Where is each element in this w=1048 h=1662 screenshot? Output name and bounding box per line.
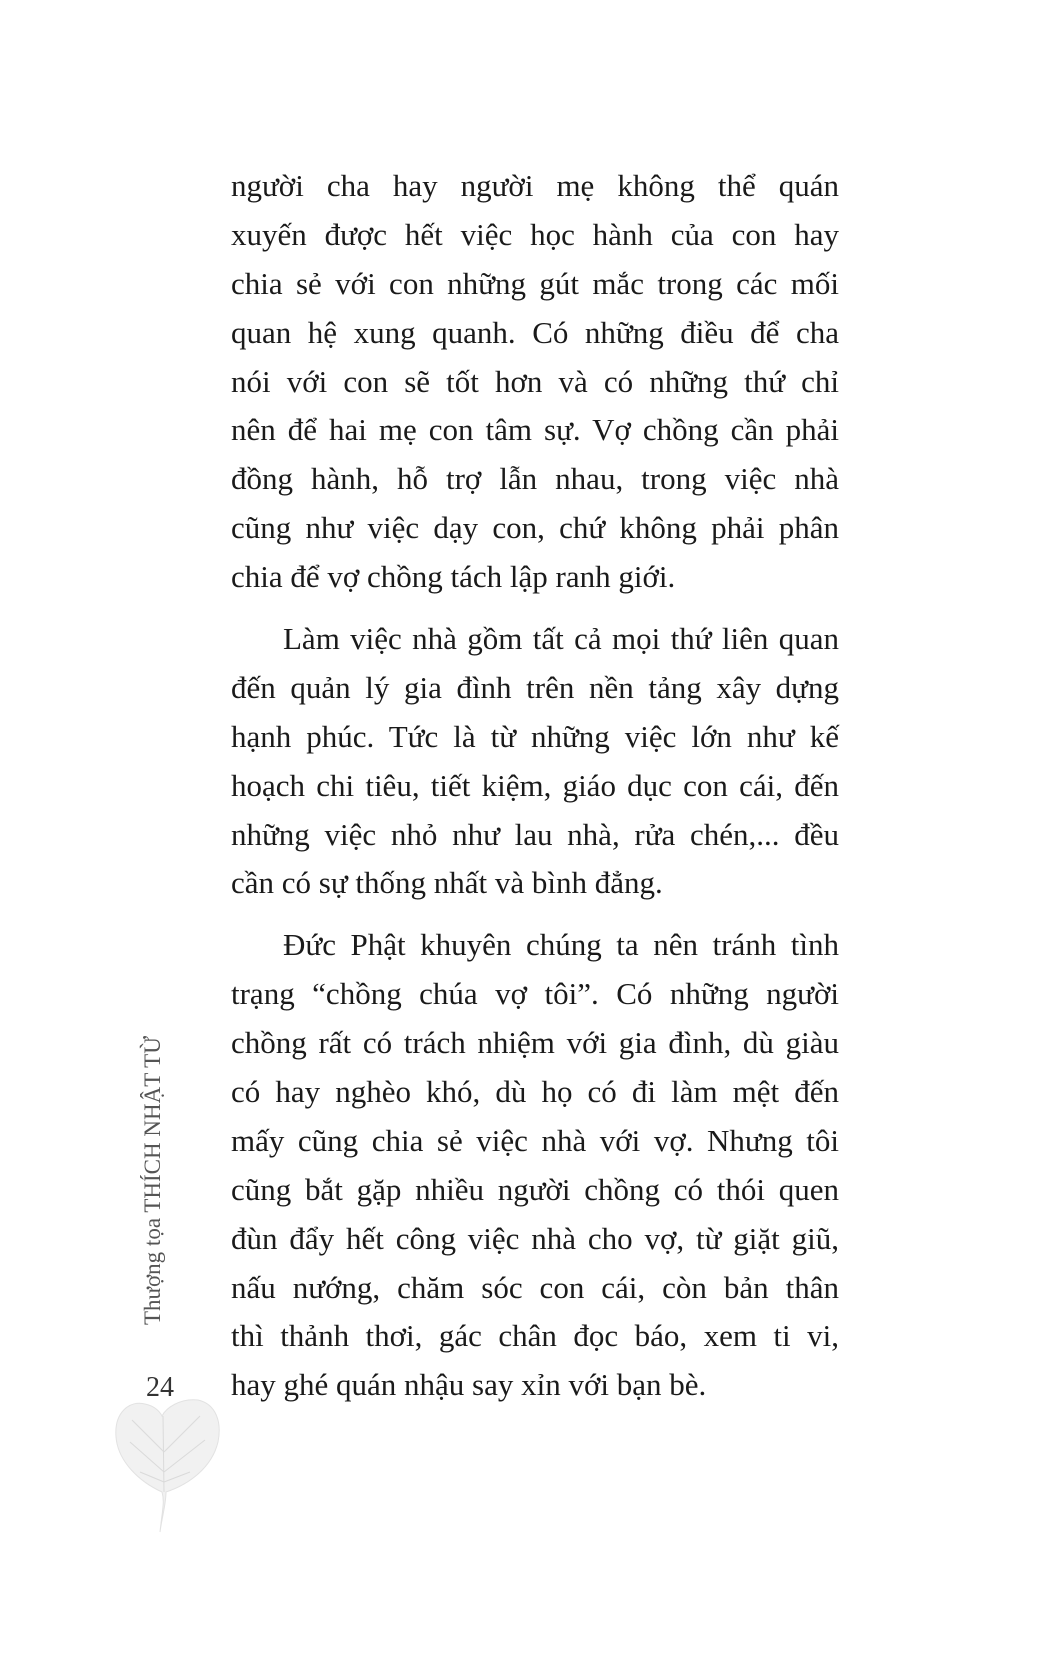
paragraph-3	[231, 921, 839, 1410]
text-line: cũng bắt gặp nhiều người chồng có thói quen	[231, 1171, 839, 1207]
text-line: chia sẻ với con những gút mắc trong các mối	[231, 265, 839, 301]
text-line: chia để vợ chồng tách lập ranh giới.	[231, 559, 676, 595]
text-line: người cha hay người mẹ không thể quán	[231, 168, 839, 203]
text-line: nấu nướng, chăm sóc con cái, còn bản thân	[231, 1269, 839, 1305]
text-line: đùn đẩy hết công việc nhà cho vợ, từ giặt giũ,	[231, 1220, 839, 1256]
text-line: hạnh phúc. Tức là từ những việc lớn như kế	[231, 718, 839, 754]
text-line: quan hệ xung quanh. Có những điều để cha	[231, 314, 839, 350]
bodhi-leaf-icon	[110, 1392, 225, 1537]
text-line: chồng rất có trách nhiệm với gia đình, dù giàu	[231, 1025, 839, 1061]
paragraph-2	[231, 615, 839, 908]
body-text	[231, 162, 839, 1423]
text-line: Làm việc nhà gồm tất cả mọi thứ liên quan	[283, 621, 839, 657]
running-header: Thượng tọa THÍCH NHẬT TỪ	[140, 1035, 165, 1325]
text-line: có hay nghèo khó, dù họ có đi làm mệt đến	[231, 1074, 839, 1110]
text-line: nên để hai mẹ con tâm sự. Vợ chồng cần phải	[231, 412, 839, 448]
text-line: đến quản lý gia đình trên nền tảng xây dựng	[231, 669, 839, 705]
text-line: đồng hành, hỗ trợ lẫn nhau, trong việc nhà	[231, 461, 839, 497]
text-line: hay ghé quán nhậu say xỉn với bạn bè.	[231, 1367, 707, 1403]
paragraph-1	[231, 162, 839, 602]
text-line: cũng như việc dạy con, chứ không phải phân	[231, 510, 839, 546]
text-line: những việc nhỏ như lau nhà, rửa chén,... đều	[231, 816, 839, 852]
text-line: hoạch chi tiêu, tiết kiệm, giáo dục con cái, đến	[231, 767, 839, 803]
text-line: xuyến được hết việc học hành của con hay	[231, 216, 839, 252]
text-line: Đức Phật khuyên chúng ta nên tránh tình	[283, 927, 839, 963]
text-line: cần có sự thống nhất và bình đẳng.	[231, 865, 663, 901]
text-line: trạng “chồng chúa vợ tôi”. Có những người	[231, 976, 839, 1012]
text-line: thì thảnh thơi, gác chân đọc báo, xem ti vi,	[231, 1318, 839, 1354]
text-line: mấy cũng chia sẻ việc nhà với vợ. Nhưng tôi	[231, 1122, 839, 1158]
text-line: nói với con sẽ tốt hơn và có những thứ chỉ	[231, 363, 839, 399]
page-number: 24	[146, 1372, 174, 1403]
